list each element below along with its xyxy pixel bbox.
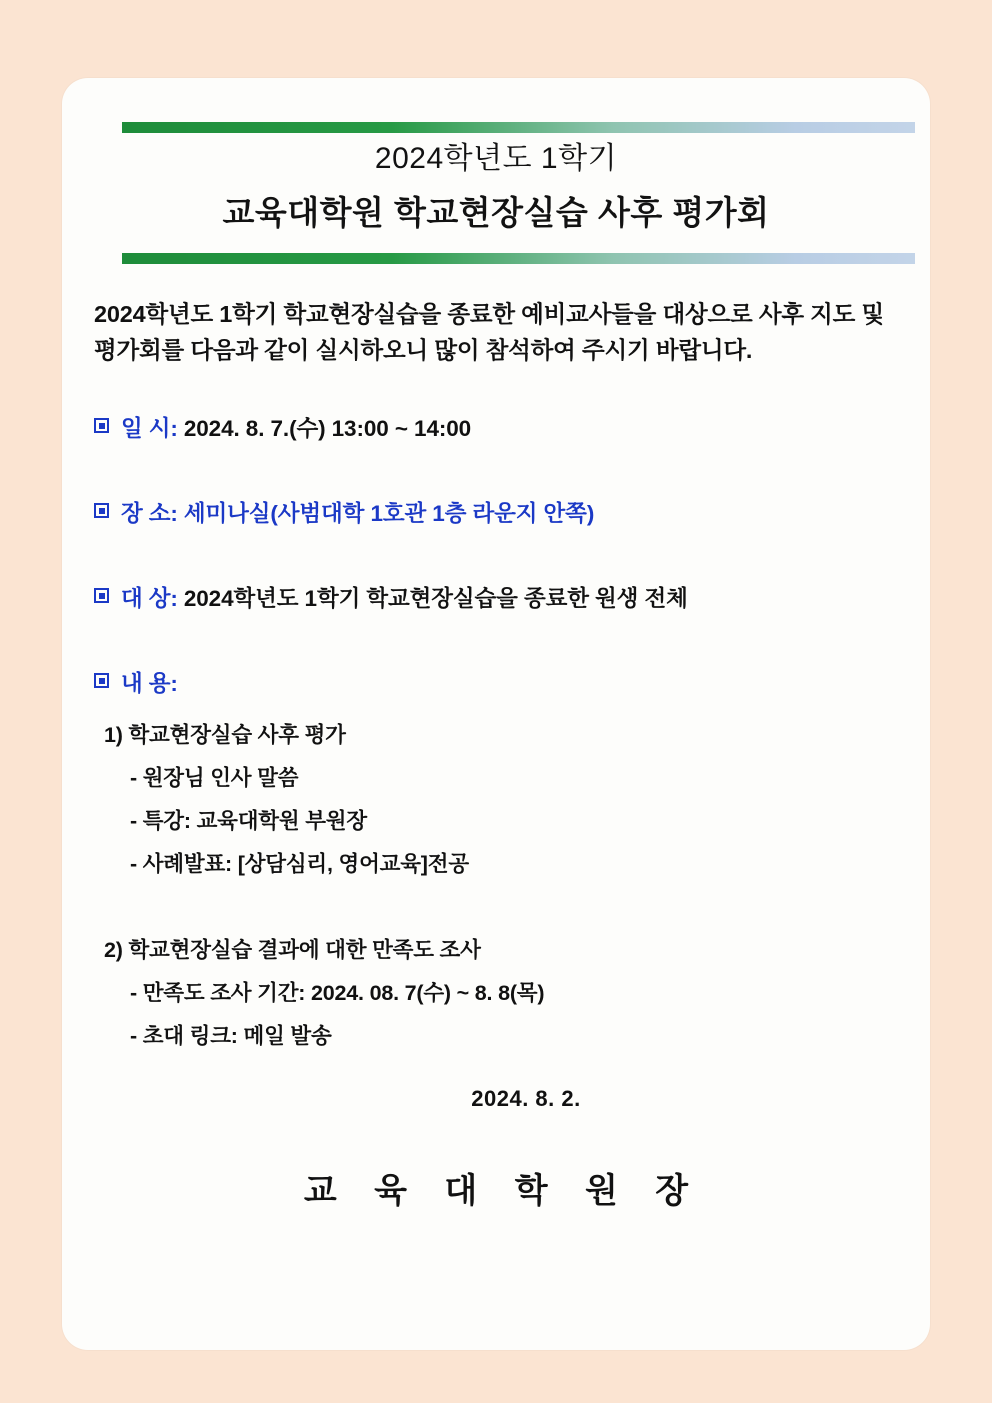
title-rule-top — [122, 122, 915, 133]
field-location — [94, 496, 914, 528]
issue-date: 2024. 8. 2. — [471, 1086, 581, 1111]
title-line-2: 교육대학원 학교현장실습 사후 평가회 — [222, 194, 770, 231]
field-location-value: 세미나실(사범대학 1호관 1층 라운지 안쪽) — [183, 501, 595, 526]
content-item-1: 1) 학교현장실습 사후 평가 — [104, 723, 346, 747]
square-bullet-icon — [94, 503, 109, 518]
content-item-7: - 초대 링크: 메일 발송 — [130, 1024, 332, 1048]
field-audience-label: 대 상: — [121, 586, 178, 611]
field-location-label: 장 소: — [121, 501, 178, 526]
content-item-5: 2) 학교현장실습 결과에 대한 만족도 조사 — [104, 938, 481, 962]
title-rule-bottom — [122, 253, 915, 264]
issuer-signature: 교 육 대 학 원 장 — [303, 1172, 703, 1210]
field-contents-label: 내 용: — [121, 671, 178, 696]
square-bullet-icon — [94, 418, 109, 433]
square-bullet-icon — [94, 673, 109, 688]
square-bullet-icon — [94, 588, 109, 603]
content-item-3: - 특강: 교육대학원 부원장 — [130, 809, 367, 833]
field-datetime — [94, 411, 914, 443]
title-line-1: 2024학년도 1학기 — [374, 142, 618, 175]
content-item-2: - 원장님 인사 말씀 — [130, 766, 299, 790]
field-audience-value: 2024학년도 1학기 학교현장실습을 종료한 원생 전체 — [183, 586, 688, 611]
page-title — [62, 136, 930, 238]
field-datetime-value: 2024. 8. 7.(수) 13:00 ~ 14:00 — [183, 416, 472, 441]
field-contents — [94, 666, 914, 698]
field-audience — [94, 581, 914, 613]
notice-paper — [62, 78, 930, 1350]
field-datetime-label: 일 시: — [121, 416, 178, 441]
intro-paragraph: 2024학년도 1학기 학교현장실습을 종료한 예비교사들을 대상으로 사후 지도 및 평가회를 다음과 같이 실시하오니 많이 참석하여 주시기 바랍니다. — [94, 301, 885, 363]
notice-body — [62, 78, 930, 1350]
content-item-4: - 사례발표: [상담심리, 영어교육]전공 — [130, 852, 469, 876]
content-item-6: - 만족도 조사 기간: 2024. 08. 7(수) ~ 8. 8(목) — [130, 981, 545, 1005]
